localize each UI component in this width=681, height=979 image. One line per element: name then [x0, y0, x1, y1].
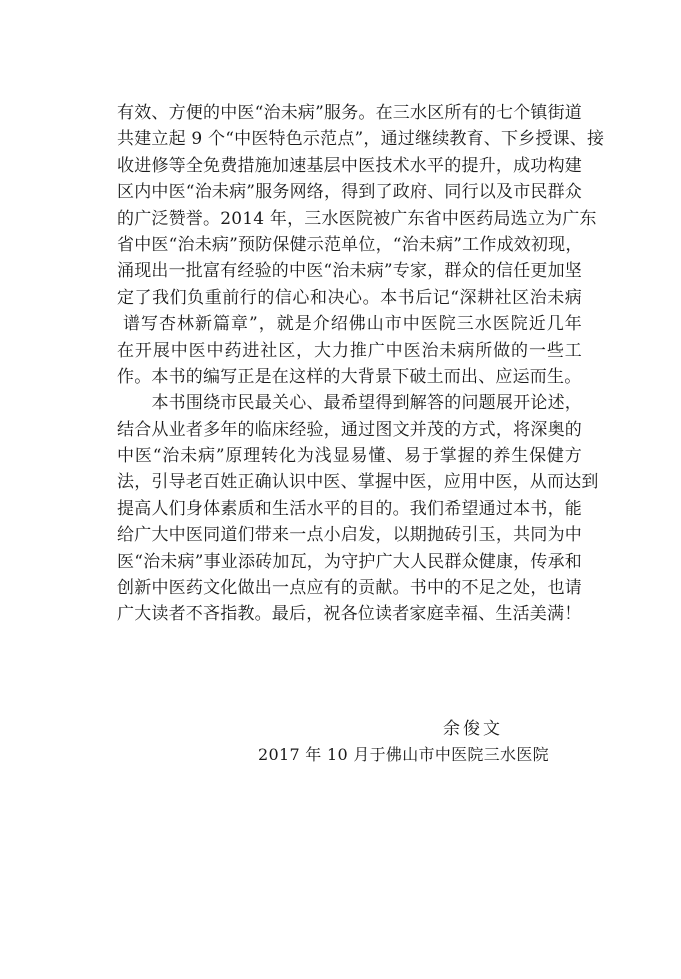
- text-line: 定了我们负重前行的信心和决心。本书后记“深耕社区治未病: [117, 287, 582, 308]
- text-line: 区内中医“治未病”服务网络，得到了政府、同行以及市民群众: [117, 182, 582, 203]
- signature-date-place: 2017 年 10 月于佛山市中医院三水医院: [258, 745, 549, 764]
- text-line: 收进修等全免费措施加速基层中医技术水平的提升，成功构建: [117, 155, 582, 176]
- paragraph-end-line: 广大读者不吝指教。最后，祝各位读者家庭幸福、生活美满！: [117, 604, 582, 625]
- preface-body: [117, 100, 605, 628]
- text-line: 有效、方便的中医“治未病”服务。在三水区所有的七个镇街道: [117, 103, 582, 123]
- text-line: 医“治未病”事业添砖加瓦，为守护广大人民群众健康，传承和: [117, 551, 582, 572]
- text-line: 在开展中医中药进社区，大力推广中医治未病所做的一些工: [117, 340, 582, 361]
- text-line: 谱写杏林新篇章”，就是介绍佛山市中医院三水医院近几年: [123, 314, 582, 335]
- text-line: 共建立起 9 个“中医特色示范点”，通过继续教育、下乡授课、接: [117, 129, 605, 150]
- text-line: 提高人们身体素质和生活水平的目的。我们希望通过本书，能: [117, 498, 582, 519]
- text-line: 中医“治未病”原理转化为浅显易懂、易于掌握的养生保健方: [117, 446, 582, 467]
- text-line: 涌现出一批富有经验的中医“治未病”专家，群众的信任更加坚: [117, 261, 582, 282]
- text-line: 的广泛赞誉。2014 年，三水医院被广东省中医药局选立为广东: [117, 208, 597, 229]
- text-line: 省中医“治未病”预防保健示范单位，“治未病”工作成效初现，: [117, 234, 583, 255]
- text-line: 创新中医药文化做出一点应有的贡献。书中的不足之处，也请: [117, 578, 582, 599]
- text-line: 给广大中医同道们带来一点小启发，以期抛砖引玉，共同为中: [117, 525, 582, 546]
- author-signature: 余俊文: [443, 719, 503, 739]
- paragraph-end-line: 作。本书的编写正是在这样的大背景下破土而出、应运而生。: [117, 366, 582, 387]
- text-line: 结合从业者多年的临床经验，通过图文并茂的方式，将深奥的: [117, 419, 582, 440]
- text-line: 法，引导老百姓正确认识中医、掌握中医，应用中医，从而达到: [117, 472, 599, 493]
- paragraph-start-line: 本书围绕市民最关心、最希望得到解答的问题展开论述，: [117, 393, 582, 414]
